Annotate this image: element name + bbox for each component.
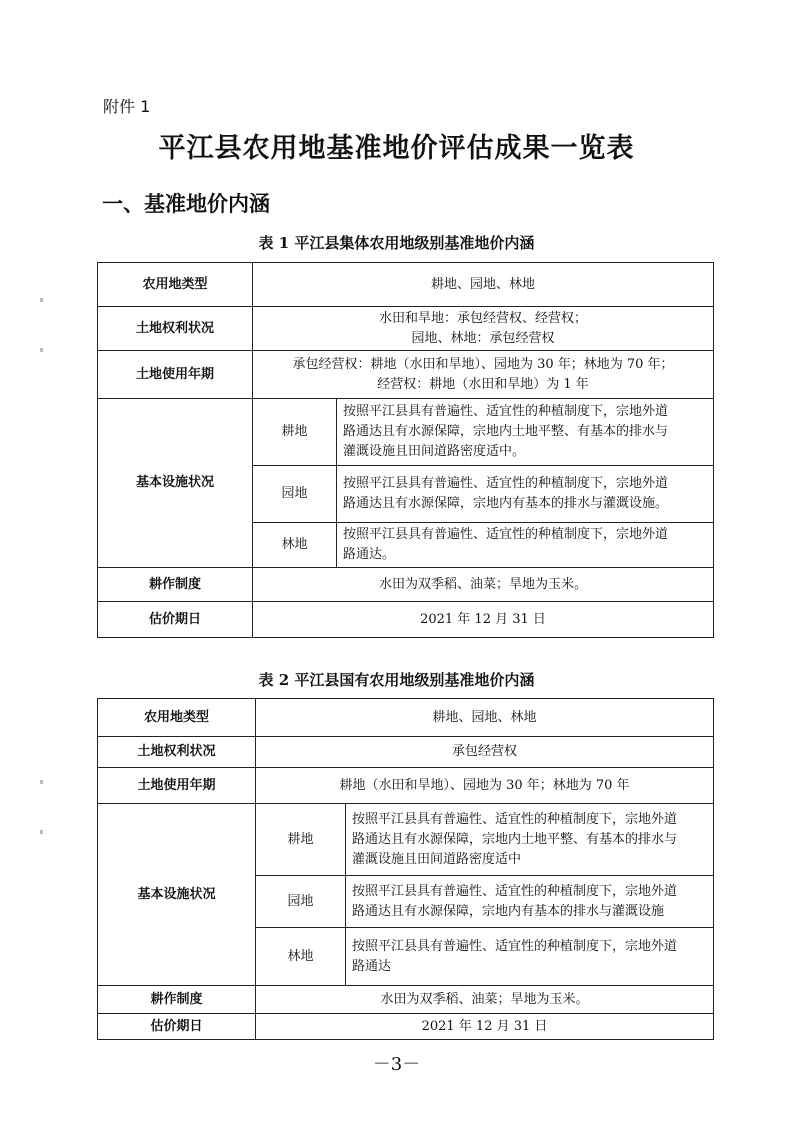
text-line: 经营权：耕地（水田和旱地）为 1 年 xyxy=(377,376,589,392)
table-row xyxy=(98,351,714,399)
page-number: －3－ xyxy=(372,1054,421,1075)
row-label: 基本设施状况 xyxy=(98,399,253,568)
text-line: 路通达。 xyxy=(343,547,396,562)
row-value xyxy=(253,307,714,351)
text-line: 路通达 xyxy=(352,958,392,974)
table-row xyxy=(98,804,714,876)
table2-caption: 表 2 平江县国有农用地级别基准地价内涵 xyxy=(258,671,535,689)
sub-label: 园地 xyxy=(253,466,337,523)
row-value: 耕地（水田和旱地）、园地为 30 年；林地为 70 年 xyxy=(256,768,714,804)
row-value xyxy=(346,804,714,876)
table2 xyxy=(97,698,714,1040)
text-line: 按照平江县具有普遍性、适宜性的种植制度下，宗地外道 xyxy=(352,883,678,899)
text-line: 按照平江县具有普遍性、适宜性的种植制度下，宗地外道 xyxy=(352,811,678,827)
text-line: 按照平江县具有普遍性、适宜性的种植制度下，宗地外道 xyxy=(352,938,678,954)
text-line: 路通达且有水源保障，宗地内有基本的排水与灌溉设施。 xyxy=(343,496,669,511)
row-value: 2021 年 12 月 31 日 xyxy=(253,602,714,638)
row-value: 耕地、园地、林地 xyxy=(253,263,714,307)
row-value: 水田为双季稻、油菜；旱地为玉米。 xyxy=(253,568,714,602)
text-line: 按照平江县具有普遍性、适宜性的种植制度下，宗地外道 xyxy=(343,476,669,491)
scan-mark xyxy=(40,298,43,302)
section-heading: 一、基准地价内涵 xyxy=(102,192,270,216)
row-value xyxy=(337,466,714,523)
table-row xyxy=(98,737,714,768)
sub-label: 林地 xyxy=(253,523,337,568)
table1-caption: 表 1 平江县集体农用地级别基准地价内涵 xyxy=(258,234,535,252)
table-row xyxy=(98,699,714,737)
row-value: 2021 年 12 月 31 日 xyxy=(256,1014,714,1040)
row-value: 水田为双季稻、油菜；旱地为玉米。 xyxy=(256,986,714,1014)
table-row xyxy=(98,602,714,638)
table-row xyxy=(98,307,714,351)
sub-label: 耕地 xyxy=(253,399,337,466)
row-label: 估价期日 xyxy=(98,1014,256,1040)
row-value: 承包经营权 xyxy=(256,737,714,768)
text-line: 水田和旱地：承包经营权、经营权； xyxy=(379,310,588,326)
table-row xyxy=(98,986,714,1014)
row-label: 农用地类型 xyxy=(98,263,253,307)
row-label: 农用地类型 xyxy=(98,699,256,737)
row-label: 土地权利状况 xyxy=(98,737,256,768)
text-line: 按照平江县具有普遍性、适宜性的种植制度下，宗地外道 xyxy=(343,527,669,542)
text-line: 承包经营权：耕地（水田和旱地）、园地为 30 年；林地为 70 年； xyxy=(292,356,674,372)
table-row xyxy=(98,263,714,307)
sub-label: 林地 xyxy=(256,928,346,986)
row-value xyxy=(337,523,714,568)
row-label: 基本设施状况 xyxy=(98,804,256,986)
page-title: 平江县农用地基准地价评估成果一览表 xyxy=(158,133,635,164)
text-line: 路通达且有水源保障，宗地内土地平整、有基本的排水与 xyxy=(352,831,678,847)
row-value: 耕地、园地、林地 xyxy=(256,699,714,737)
row-label: 土地使用年期 xyxy=(98,768,256,804)
row-value xyxy=(346,876,714,928)
text-line: 按照平江县具有普遍性、适宜性的种植制度下，宗地外道 xyxy=(343,404,669,419)
table-row xyxy=(98,768,714,804)
table-row xyxy=(98,568,714,602)
row-label: 耕作制度 xyxy=(98,986,256,1014)
sub-label: 耕地 xyxy=(256,804,346,876)
row-value xyxy=(253,351,714,399)
scan-mark xyxy=(40,348,43,352)
sub-label: 园地 xyxy=(256,876,346,928)
text-line: 路通达且有水源保障，宗地内有基本的排水与灌溉设施 xyxy=(352,903,665,919)
row-value xyxy=(346,928,714,986)
table-row xyxy=(98,399,714,466)
row-label: 耕作制度 xyxy=(98,568,253,602)
row-label: 估价期日 xyxy=(98,602,253,638)
row-value xyxy=(337,399,714,466)
text-line: 园地、林地：承包经营权 xyxy=(411,330,555,346)
table1 xyxy=(97,262,714,638)
row-label: 土地使用年期 xyxy=(98,351,253,399)
scan-mark xyxy=(40,830,43,834)
scan-mark xyxy=(40,780,43,784)
text-line: 灌溉设施且田间道路密度适中 xyxy=(352,851,522,867)
row-label: 土地权利状况 xyxy=(98,307,253,351)
attachment-label: 附件 1 xyxy=(103,97,151,116)
text-line: 灌溉设施且田间道路密度适中。 xyxy=(343,444,526,459)
text-line: 路通达且有水源保障，宗地内土地平整、有基本的排水与 xyxy=(343,424,669,439)
table-row xyxy=(98,1014,714,1040)
